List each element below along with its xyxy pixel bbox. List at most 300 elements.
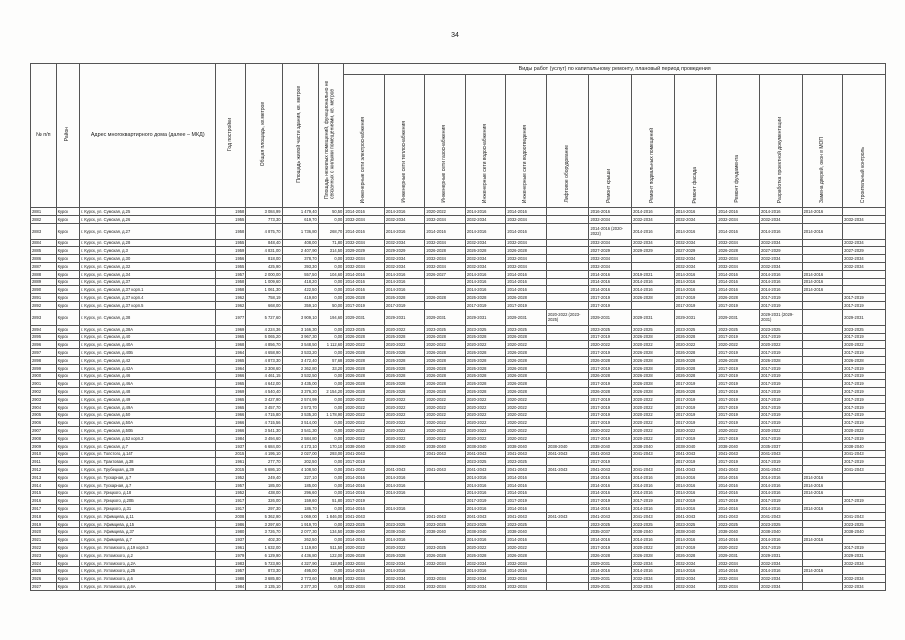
table-cell: 2029-2029 [632, 247, 675, 255]
table-cell: 1956 [216, 255, 246, 263]
table-row [31, 247, 886, 255]
table-cell: 2023-2025 [717, 325, 760, 333]
table-cell: Курск [56, 583, 79, 591]
table-cell: 1955 [216, 239, 246, 247]
table-cell: 2017-2019 [717, 388, 760, 396]
table-cell: 0,00 [318, 325, 344, 333]
table-cell [632, 301, 675, 309]
table-cell [802, 575, 843, 583]
table-cell: 2032-2034 [589, 255, 632, 263]
col-work-type: Разработка проектной документации [759, 75, 802, 208]
table-cell [802, 512, 843, 520]
table-cell: 4 831,00 [246, 247, 282, 255]
table-cell: 2023-2025 [465, 458, 506, 466]
table-cell: 2041-2043 [465, 466, 506, 474]
table-cell: 2014-2016 [632, 473, 675, 481]
table-cell [802, 301, 843, 309]
col-work-type: Ремонт подвальных помещений [632, 75, 675, 208]
table-cell: 3 135,10 [246, 583, 282, 591]
col-number: № п/п [31, 64, 57, 208]
table-cell: 2913 [31, 473, 57, 481]
table-cell: 2020-2022 [506, 403, 547, 411]
table-cell: 2023-2025 [506, 325, 547, 333]
table-cell: 1965 [216, 380, 246, 388]
table-cell [546, 239, 589, 247]
table-cell: г. Курск, ул. Уфимцева, д.7 [80, 536, 216, 544]
table-cell: 2014-2016 [344, 489, 385, 497]
table-cell: 2014-2016 [759, 270, 802, 278]
table-cell: Курск [56, 505, 79, 513]
table-cell: 2032-2034 [506, 255, 547, 263]
table-cell: 2014-2016 [674, 536, 717, 544]
table-cell: 2020-2022 [843, 427, 886, 435]
table-cell: 3 084,99 [246, 208, 282, 216]
table-cell: 2032-2034 [425, 215, 466, 223]
table-cell: 194,60 [318, 309, 344, 325]
table-cell [425, 505, 466, 513]
table-cell: 2908 [31, 434, 57, 442]
table-cell: г. Курск, ул. Толстого, д.14Г [80, 450, 216, 458]
capital-repair-table [30, 63, 886, 591]
table-cell: Курск [56, 388, 79, 396]
table-header [31, 64, 886, 208]
table-cell: 2020-2022 (2023-2025) [546, 309, 589, 325]
table-cell: 2014-2016 [465, 536, 506, 544]
table-cell: 2026-2028 [632, 349, 675, 357]
table-cell: 2026-2028 [344, 333, 385, 341]
table-cell: 296,60 [282, 489, 318, 497]
table-cell: 0,00 [318, 294, 344, 302]
table-cell: 2026-2028 [465, 349, 506, 357]
table-cell: 3 541,30 [282, 427, 318, 435]
table-cell: 2016-2016 [589, 208, 632, 216]
table-cell: 2017-2019 [843, 411, 886, 419]
table-cell [802, 372, 843, 380]
table-cell: 2921 [31, 536, 57, 544]
table-cell: 1 119,80 [282, 544, 318, 552]
table-cell: 2894 [31, 325, 57, 333]
table-cell: 2017-2019 [759, 294, 802, 302]
table-cell: 2918 [31, 512, 57, 520]
table-cell: 2032-2034 [506, 215, 547, 223]
table-cell: г. Курск, ул. Сумская, д.37 корп.5 [80, 301, 216, 309]
table-cell: 0,00 [318, 567, 344, 575]
table-cell [802, 551, 843, 559]
table-cell: 2029-2031 (2029-2031) [759, 309, 802, 325]
table-cell: Курск [56, 512, 79, 520]
table-cell: 2026-2028 [589, 388, 632, 396]
table-cell: 2014-2016 [717, 278, 760, 286]
table-cell: 2029-2031 [589, 575, 632, 583]
table-cell: 2026-2028 [632, 364, 675, 372]
table-cell: 2041-2043 [344, 512, 385, 520]
table-cell: 1 846,00 [318, 512, 344, 520]
table-cell: 2032-2034 [717, 239, 760, 247]
table-cell: г. Курск, ул. Сумская, д.40 [80, 333, 216, 341]
table-cell: 2029-2031 [465, 309, 506, 325]
table-cell: 2907 [31, 427, 57, 435]
table-cell [546, 301, 589, 309]
table-cell: 2014-2016 [717, 270, 760, 278]
table-cell: 1955 [216, 262, 246, 270]
table-cell [546, 536, 589, 544]
table-cell: г. Курск, ул. Урицкого, д.20Б [80, 497, 216, 505]
table-cell: 2023-2025 [843, 325, 886, 333]
table-cell: 2026-2028 [465, 551, 506, 559]
table-cell: 2014-2016 [632, 567, 675, 575]
table-cell: 4 715,80 [246, 411, 282, 419]
table-cell: 2038-2040 [674, 442, 717, 450]
table-cell: 2909 [31, 442, 57, 450]
table-cell: 2017-2019 [717, 434, 760, 442]
table-cell: 170,10 [318, 442, 344, 450]
table-cell [546, 434, 589, 442]
table-cell: 3 297,60 [246, 520, 282, 528]
table-cell: 2017-2019 [674, 294, 717, 302]
table-cell: 2020-2022 [632, 419, 675, 427]
table-cell: 2014-2016 [384, 473, 425, 481]
table-cell: 2884 [31, 239, 57, 247]
table-cell: 2 584,80 [282, 434, 318, 442]
table-cell: 2026-2028 [506, 388, 547, 396]
table-cell: 2 573,70 [282, 403, 318, 411]
table-cell: 2032-2034 [506, 575, 547, 583]
table-cell: 2887 [31, 262, 57, 270]
table-cell: 873,30 [246, 567, 282, 575]
table-cell: 2032-2034 [425, 583, 466, 591]
table-cell: 848,40 [246, 239, 282, 247]
table-cell: 2014-2016 [674, 481, 717, 489]
table-cell: 2020-2022 [465, 395, 506, 403]
table-cell: 2017-2019 [759, 544, 802, 552]
table-cell: 2032-2034 [506, 559, 547, 567]
table-cell: Курск [56, 208, 79, 216]
table-cell [802, 458, 843, 466]
col-living-area: Площадь жилой части здания, кв. метров [282, 64, 318, 208]
table-cell: 2032-2034 [759, 239, 802, 247]
table-cell: 2041-2043 [546, 450, 589, 458]
table-cell: 57,68 [318, 356, 344, 364]
table-cell: 2020-2022 [843, 341, 886, 349]
table-cell: 2017-2019 [717, 364, 760, 372]
table-cell: 2014-2016 [384, 505, 425, 513]
table-cell: 2032-2034 [384, 559, 425, 567]
table-cell: г. Курск, ул. Ухтомского, д.25 [80, 567, 216, 575]
table-cell: 2026-2028 [425, 333, 466, 341]
table-cell: 2038-2040 [674, 528, 717, 536]
table-cell: 2020-2022 [425, 403, 466, 411]
table-cell [802, 442, 843, 450]
table-cell: 2017-2019 [589, 497, 632, 505]
table-cell: 2020-2022 [384, 395, 425, 403]
table-cell: 2032-2034 [384, 255, 425, 263]
table-cell: 2017-2019 [759, 497, 802, 505]
table-cell: 2014-2016 [589, 473, 632, 481]
table-cell: 2014-2016 [802, 473, 843, 481]
table-cell: 2029-2031 [717, 309, 760, 325]
table-cell: 2014-2016 [344, 536, 385, 544]
table-row [31, 489, 886, 497]
table-cell: 2014-2016 [759, 481, 802, 489]
table-cell: 2017-2019 [674, 403, 717, 411]
table-cell: 2041-2043 [759, 450, 802, 458]
table-cell: 2014-2016 [674, 473, 717, 481]
table-cell: 2014-2016 [344, 473, 385, 481]
table-cell [802, 215, 843, 223]
table-cell: 2041-2043 [589, 512, 632, 520]
table-cell: 2895 [31, 333, 57, 341]
table-cell: 1 479,40 [282, 208, 318, 216]
table-cell: 2032-2034 [344, 559, 385, 567]
table-cell: 2014-2016 [384, 489, 425, 497]
table-cell: 2026-2028 [506, 551, 547, 559]
table-cell: 2906 [31, 419, 57, 427]
table-cell: 2041-2043 [425, 450, 466, 458]
table-cell: 2029-2031 [589, 309, 632, 325]
table-cell: г. Курск, ул. Сумская, д.28 [80, 239, 216, 247]
table-row [31, 411, 886, 419]
table-cell: 2 027,00 [282, 450, 318, 458]
table-row [31, 497, 886, 505]
table-cell: 2041-2043 [506, 466, 547, 474]
table-cell: 2017-2019 [843, 497, 886, 505]
table-cell: 2020-2022 [384, 427, 425, 435]
table-cell: 2014-2016 [506, 567, 547, 575]
table-cell: Курск [56, 239, 79, 247]
table-cell: 2014-2016 [465, 286, 506, 294]
table-cell: 2017-2019 [843, 395, 886, 403]
table-cell: 2014-2016 [384, 223, 425, 239]
table-cell: 71,80 [318, 239, 344, 247]
table-cell: 2026-2028 [384, 380, 425, 388]
table-cell: 2026-2028 [506, 247, 547, 255]
table-cell: 2020-2022 [425, 395, 466, 403]
table-cell: г. Курск, ул. Сумская, д.50 [80, 411, 216, 419]
table-cell: 2014-2016 [425, 223, 466, 239]
table-cell: 2017-2019 [344, 497, 385, 505]
table-cell: 2026-2028 [344, 372, 385, 380]
table-cell: 2017-2019 [465, 497, 506, 505]
table-cell: 2017-2019 [674, 458, 717, 466]
table-cell: 2029-2031 [632, 309, 675, 325]
col-work-type: Инженерные сети электроснабжения [344, 75, 385, 208]
table-cell: 2020-2022 [717, 341, 760, 349]
table-cell: 6 684,00 [246, 442, 282, 450]
table-cell: 2014-2016 [717, 208, 760, 216]
table-cell: 2023-2025 [384, 520, 425, 528]
table-cell: 2041-2043 [674, 466, 717, 474]
table-cell: Курск [56, 356, 79, 364]
table-cell: 3 166,30 [282, 325, 318, 333]
table-row [31, 551, 886, 559]
table-cell: 2014-2016 [384, 278, 425, 286]
table-cell: 3 535,20 [282, 411, 318, 419]
table-cell: Курск [56, 427, 79, 435]
table-row [31, 278, 886, 286]
table-cell: 1962 [216, 294, 246, 302]
table-cell: 1958 [216, 278, 246, 286]
table-cell: г. Курск, ул. Сумская, д.3 [80, 247, 216, 255]
table-cell: 2017-2019 [674, 411, 717, 419]
table-cell: 2032-2034 [465, 583, 506, 591]
table-cell: 2014-2016 [759, 473, 802, 481]
table-cell [546, 473, 589, 481]
table-cell: 2014-2016 [344, 270, 385, 278]
table-cell: 0,00 [318, 481, 344, 489]
table-cell: 2014-2016 [632, 505, 675, 513]
table-cell: 2014-2016 [759, 223, 802, 239]
table-cell: 2019-2021 [632, 270, 675, 278]
table-cell [802, 341, 843, 349]
table-cell: 2026-2028 [465, 247, 506, 255]
table-cell: 3 685,80 [246, 575, 282, 583]
table-cell: 1 736,80 [282, 223, 318, 239]
table-body [31, 208, 886, 591]
table-cell: г. Курск, ул. Сумская, д.49А [80, 403, 216, 411]
table-cell: 2029-2031 [717, 551, 760, 559]
table-cell [425, 301, 466, 309]
table-cell: 2026-2028 [674, 372, 717, 380]
table-cell: 2903 [31, 395, 57, 403]
table-cell: 2014-2016 [465, 505, 506, 513]
table-cell: 2014-2016 [344, 481, 385, 489]
table-cell: Курск [56, 551, 79, 559]
table-cell: г. Курск, ул. Сумская, д.25 [80, 208, 216, 216]
table-row [31, 262, 886, 270]
table-cell: 1955 [216, 215, 246, 223]
table-cell: г. Курск, ул. Ухтомского, д.2А [80, 559, 216, 567]
table-cell: 2014-2016 [589, 536, 632, 544]
table-row [31, 403, 886, 411]
table-cell: 2020-2022 [632, 434, 675, 442]
works-group-header: Виды работ (услуг) по капитальному ремонту, плановый период проведения [344, 64, 886, 75]
table-row [31, 450, 886, 458]
table-cell: 2889 [31, 278, 57, 286]
table-cell: 2032-2034 [674, 559, 717, 567]
table-cell: 2017-2019 [717, 403, 760, 411]
table-cell [546, 419, 589, 427]
table-cell [843, 489, 886, 497]
table-cell: 4 224,36 [246, 325, 282, 333]
table-cell: 2026-2028 [384, 356, 425, 364]
table-cell: 2915 [31, 489, 57, 497]
table-cell: 3 472,40 [282, 356, 318, 364]
table-cell: 2032-2034 [632, 583, 675, 591]
table-cell [546, 286, 589, 294]
table-cell: 2041-2043 [344, 466, 385, 474]
table-cell: 2023-2025 [632, 520, 675, 528]
table-cell [384, 512, 425, 520]
col-year: Год постройки [216, 64, 246, 208]
table-cell: 668,00 [246, 301, 282, 309]
table-cell: г. Курск, ул. Сумская, д.49 [80, 395, 216, 403]
table-cell: 2014-2016 [802, 481, 843, 489]
table-cell: 2029-2031 [344, 309, 385, 325]
table-cell: 2014-2016 [759, 489, 802, 497]
table-cell: 2014-2016 [674, 278, 717, 286]
table-cell: 2911 [31, 458, 57, 466]
table-cell: 1964 [216, 349, 246, 357]
table-row [31, 380, 886, 388]
table-row [31, 395, 886, 403]
table-cell: 2041-2043 [344, 450, 385, 458]
table-cell: 2026-2028 [425, 388, 466, 396]
table-cell: 2026-2028 [674, 349, 717, 357]
table-cell: 2014-2016 [384, 208, 425, 216]
table-cell: 1986 [216, 520, 246, 528]
table-cell: г. Курск, ул. Тускарная, д.7 [80, 473, 216, 481]
table-cell: 2032-2034 [632, 559, 675, 567]
table-cell [843, 481, 886, 489]
table-cell: 2014-2016 [717, 481, 760, 489]
table-cell: 2014-2016 [632, 208, 675, 216]
table-cell: 2017-2019 [843, 294, 886, 302]
table-cell: 2020-2022 [344, 419, 385, 427]
table-cell: 2026-2028 [632, 551, 675, 559]
table-cell: 2017-2019 [759, 434, 802, 442]
table-cell [632, 262, 675, 270]
table-cell: 2026-2028 [344, 349, 385, 357]
table-cell: 2017-2019 [589, 395, 632, 403]
table-cell: 2015 [216, 466, 246, 474]
table-row [31, 559, 886, 567]
table-cell: 2041-2043 [465, 450, 506, 458]
table-cell [546, 325, 589, 333]
table-row [31, 301, 886, 309]
table-row [31, 215, 886, 223]
table-cell [632, 458, 675, 466]
table-cell: 2917 [31, 505, 57, 513]
table-row [31, 208, 886, 216]
table-cell: г. Курск, ул. Урицкого, д.18 [80, 489, 216, 497]
table-cell: 2029-2031 [759, 551, 802, 559]
table-cell: 3 435,00 [282, 380, 318, 388]
table-cell: 1984 [216, 434, 246, 442]
table-cell: 2017-2019 [843, 380, 886, 388]
table-cell: 2920 [31, 528, 57, 536]
table-cell [546, 372, 589, 380]
table-cell: 2881 [31, 208, 57, 216]
table-cell: 511,50 [318, 544, 344, 552]
table-cell: 2032-2034 [843, 215, 886, 223]
table-cell: 2891 [31, 294, 57, 302]
table-cell: 1957 [216, 270, 246, 278]
table-cell: 2014-2016 [802, 270, 843, 278]
table-cell: 2038-2040 [843, 442, 886, 450]
table-cell: 2014-2016 [506, 278, 547, 286]
table-cell: 2014-2016 [465, 473, 506, 481]
table-cell: Курск [56, 247, 79, 255]
table-cell [425, 286, 466, 294]
table-cell: 0,00 [318, 286, 344, 294]
table-cell: 2026-2028 [717, 294, 760, 302]
table-cell: 2020-2022 [384, 544, 425, 552]
table-cell: 2014-2016 [717, 489, 760, 497]
table-row [31, 419, 886, 427]
table-cell: 2020-2022 [465, 427, 506, 435]
table-cell: 2032-2034 [632, 575, 675, 583]
table-cell: 2041-2043 [674, 512, 717, 520]
table-cell: 3 532,50 [282, 372, 318, 380]
table-cell: 2014-2016 [674, 286, 717, 294]
table-cell: 51,80 [318, 497, 344, 505]
table-cell [546, 497, 589, 505]
table-cell: 1952 [216, 489, 246, 497]
table-cell: 2027-2029 [674, 247, 717, 255]
table-cell: 2014-2016 [384, 536, 425, 544]
table-cell: 2020-2022 [465, 411, 506, 419]
table-cell: г. Курск, ул. Сумская, д.42А [80, 364, 216, 372]
